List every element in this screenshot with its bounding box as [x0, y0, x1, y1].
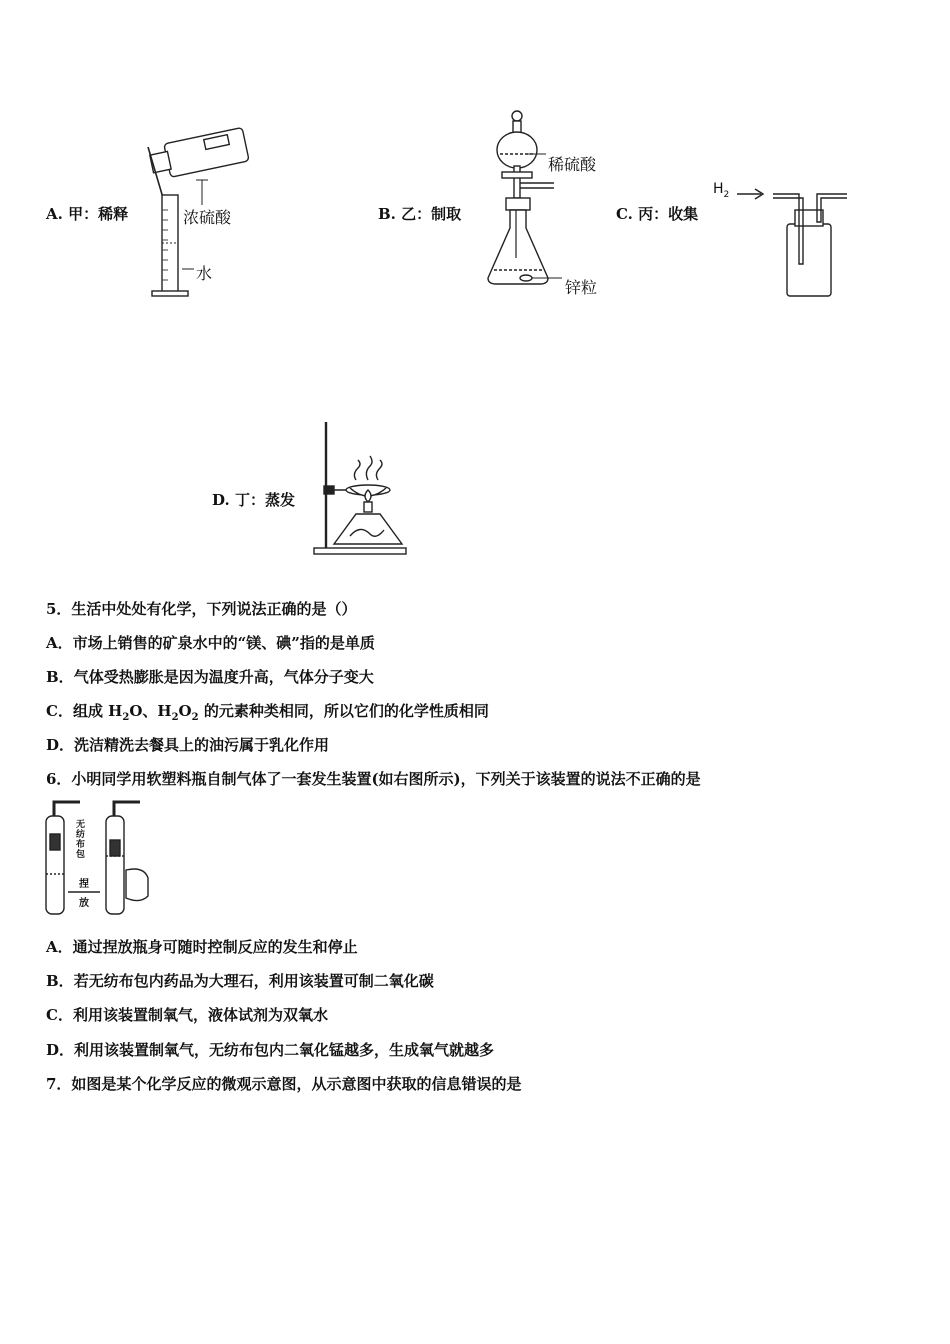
bag-left: [50, 834, 60, 850]
option-text: 若无纺布包内药品为大理石，利用该装置可制二氧化碳: [73, 972, 434, 990]
stand-base: [314, 548, 406, 554]
q5-stem: 5．生活中处处有化学，下列说法正确的是（）: [46, 600, 357, 618]
q4-option-a: [46, 203, 128, 224]
option-letter: D．: [46, 736, 75, 754]
option-letter: B．: [46, 972, 74, 990]
q5-option-d: [46, 734, 329, 755]
q5-option-b: [46, 666, 374, 687]
q6-option-a: [46, 936, 358, 957]
option-letter: A．: [46, 938, 73, 956]
option-letter: C．: [46, 1006, 73, 1024]
q5-option-c: C．组成 $H_2O$、$H_2O_2$ 的元素种类相同，所以它们的化学性质相同: [46, 702, 489, 723]
option-letter: C.: [616, 205, 633, 223]
q5-option-a: [46, 632, 375, 653]
bottle-right: [106, 816, 124, 914]
figure-collection: [735, 182, 855, 302]
label-bag: 无纺布包: [76, 820, 86, 860]
zinc-granules: [520, 275, 532, 281]
q7-stem: 7．如图是某个化学反应的微观示意图，从示意图中获取的信息错误的是: [46, 1075, 522, 1093]
burner-wick: [364, 502, 372, 512]
label-squeeze: 捏: [79, 879, 89, 890]
q6-stem: 6．小明同学用软塑料瓶自制气体了一套发生装置(如右图所示)，下列关于该装置的说法不正确的是: [46, 770, 701, 788]
alcohol-lamp: [334, 514, 402, 544]
hand-icon: [126, 869, 148, 901]
option-text: 乙：制取: [401, 205, 462, 223]
option-text: 丙：收集: [638, 205, 699, 223]
option-text: 通过捏放瓶身可随时控制反应的发生和停止: [72, 938, 358, 956]
option-letter: C．: [46, 702, 73, 720]
bag-right: [110, 840, 120, 856]
option-text: 利用该装置制氧气，无纺布包内二氧化锰越多，生成氧气就越多: [74, 1041, 495, 1059]
funnel-stopper: [512, 111, 522, 121]
option-letter: B.: [378, 205, 396, 223]
funnel-stem: [514, 166, 520, 198]
gas-bottle: [787, 224, 831, 296]
flask-stopper: [506, 198, 530, 210]
q4-option-b: [378, 203, 461, 224]
q4-option-d: [212, 489, 295, 510]
q6-option-b: [46, 970, 434, 991]
label-zinc: 锌粒: [565, 278, 598, 297]
option-letter: A．: [46, 634, 73, 652]
q6-option-d: [46, 1039, 494, 1060]
figure-generator: [482, 108, 602, 300]
option-text: 利用该装置制氧气，液体试剂为双氧水: [72, 1006, 328, 1024]
label-release: 放: [79, 898, 89, 909]
option-text: 洗洁精洗去餐具上的油污属于乳化作用: [74, 736, 330, 754]
option-text: 丁：蒸发: [234, 491, 295, 509]
option-text: 气体受热膨胀是因为温度升高，气体分子变大: [73, 668, 374, 686]
option-letter: A.: [46, 205, 63, 223]
label-dilute-acid: 稀硫酸: [548, 155, 597, 174]
figure-squeeze-bottle: [40, 796, 152, 920]
q4-option-c: [616, 203, 698, 224]
label-water: 水: [196, 264, 213, 283]
acid-bottle: [164, 127, 249, 177]
option-letter: D．: [46, 1041, 75, 1059]
option-letter: D.: [212, 491, 230, 509]
figure-evaporation: [310, 418, 410, 558]
conical-flask: [488, 210, 548, 284]
option-text: 市场上销售的矿泉水中的“镁、碘”指的是单质: [72, 634, 375, 652]
cylinder-base: [152, 291, 188, 296]
q6-option-c: [46, 1004, 328, 1025]
separatory-funnel: [497, 132, 537, 168]
option-letter: B．: [46, 668, 74, 686]
bottle-left: [46, 816, 64, 914]
option-text: 甲：稀释: [68, 205, 129, 223]
label-h2: $H_2$: [713, 181, 730, 200]
label-conc-acid: 浓硫酸: [183, 208, 232, 227]
